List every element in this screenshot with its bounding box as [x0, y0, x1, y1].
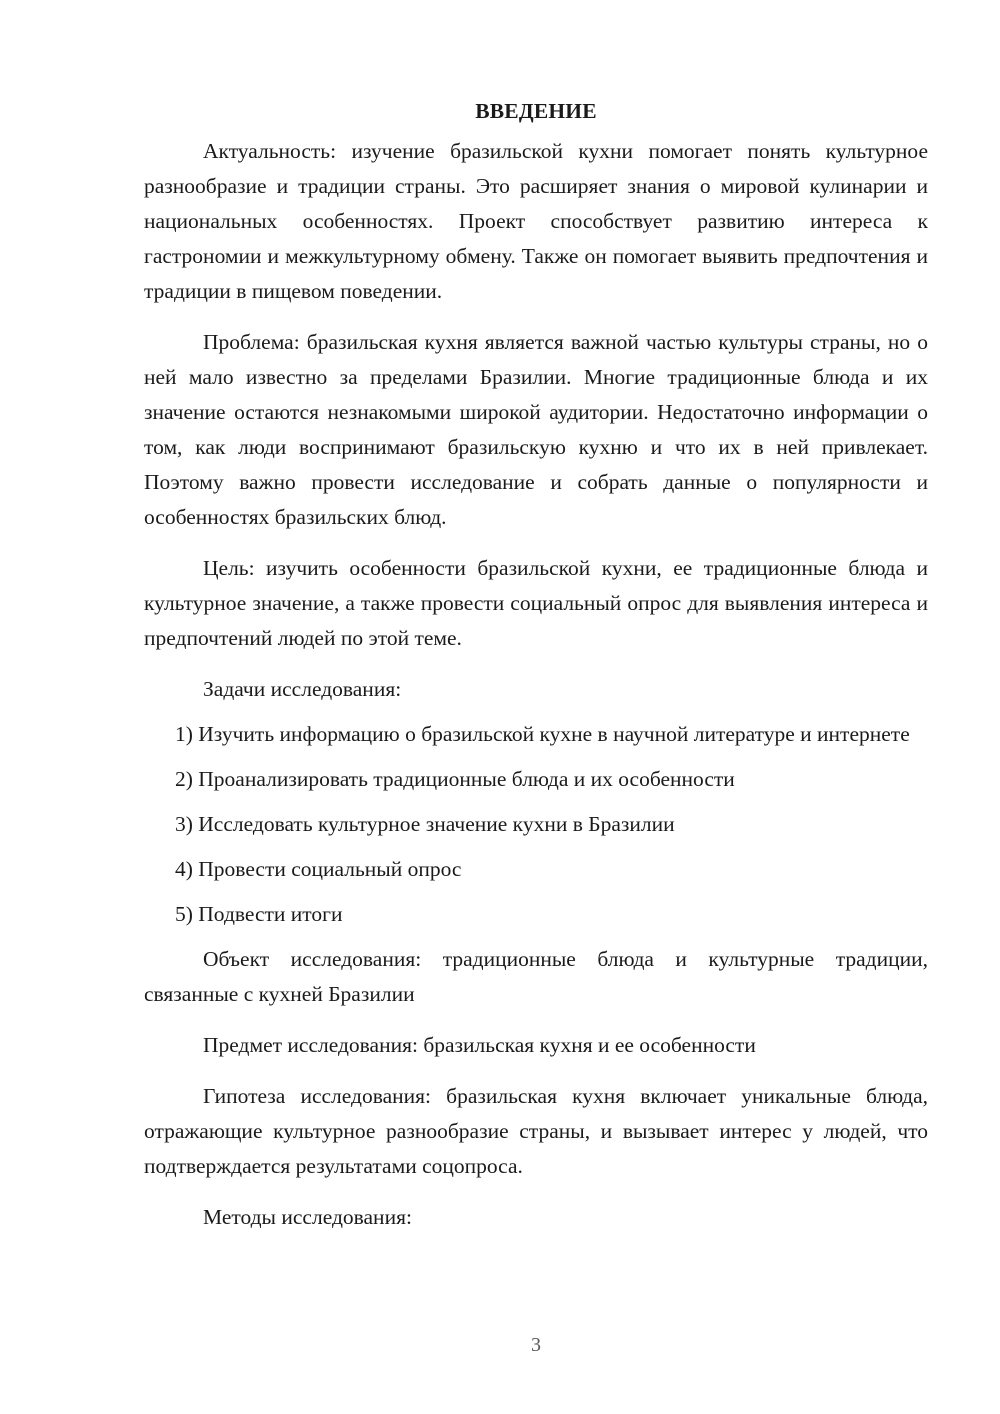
paragraph-hypothesis: Гипотеза исследования: бразильская кухня включает уникальные блюда, отражающие культурное разнообразие страны, и вызывает интерес у людей, что подтверждается результатами соцопроса. [144, 1084, 928, 1178]
methods-heading: Методы исследования: [203, 1205, 412, 1229]
list-item: 1) Изучить информацию о бразильской кухне в научной литературе и интернете [175, 722, 910, 746]
paragraph-subject: Предмет исследования: бразильская кухня и ее особенности [203, 1033, 756, 1057]
page-title: ВВЕДЕНИЕ [475, 99, 597, 123]
tasks-list [144, 717, 928, 932]
page-number: 3 [531, 1334, 541, 1356]
list-item: 2) Проанализировать традиционные блюда и их особенности [175, 767, 735, 791]
paragraph-relevance: Актуальность: изучение бразильской кухни помогает понять культурное разнообразие и традиции страны. Это расширяет знания о мировой кулинарии и национальных особенностях. Проект способствует развитию интереса к гастрономии и межкультурному обмену. Также он помогает выявить предпочтения и традиции в пищевом поведении. [144, 139, 928, 303]
paragraph-goal: Цель: изучить особенности бразильской кухни, ее традиционные блюда и культурное значение, а также провести социальный опрос для выявления интереса и предпочтений людей по этой теме. [144, 556, 928, 650]
paragraph-object: Объект исследования: традиционные блюда и культурные традиции, связанные с кухней Бразилии [144, 947, 928, 1006]
list-item: 5) Подвести итоги [175, 902, 343, 926]
paragraph-problem: Проблема: бразильская кухня является важной частью культуры страны, но о ней мало известно за пределами Бразилии. Многие традиционные блюда и их значение остаются незнакомыми широкой аудитории. Недостаточно информации о том, как люди воспринимают бразильскую кухню и что их в ней привлекает. Поэтому важно провести исследование и собрать данные о популярности и особенностях бразильских блюд. [144, 330, 928, 529]
list-item: 3) Исследовать культурное значение кухни в Бразилии [175, 812, 675, 836]
text-column [144, 96, 928, 1245]
list-item: 4) Провести социальный опрос [175, 857, 462, 881]
tasks-heading: Задачи исследования: [203, 677, 402, 701]
